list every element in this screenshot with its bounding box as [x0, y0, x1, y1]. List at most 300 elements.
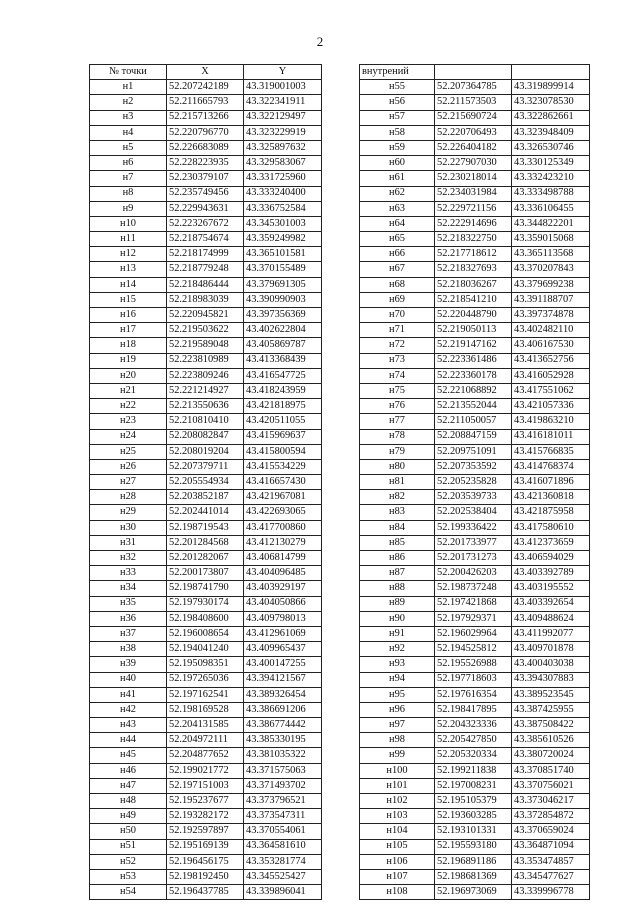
- point-id-cell: н44: [90, 733, 167, 748]
- x-coordinate-cell: 52.192597897: [167, 824, 244, 839]
- table-row: [360, 748, 590, 763]
- y-coordinate-cell: 43.415969637: [244, 429, 322, 444]
- table-row: [360, 566, 590, 581]
- x-coordinate-cell: 52.215690724: [435, 110, 512, 125]
- point-id-cell: н8: [90, 186, 167, 201]
- y-coordinate-cell: 43.389523545: [512, 687, 590, 702]
- y-coordinate-cell: 43.421360818: [512, 490, 590, 505]
- point-id-cell: н77: [360, 414, 435, 429]
- y-coordinate-cell: 43.413652756: [512, 353, 590, 368]
- table-row: [90, 429, 322, 444]
- x-coordinate-cell: 52.200426203: [435, 566, 512, 581]
- x-coordinate-cell: 52.204323336: [435, 718, 512, 733]
- table-row: [360, 140, 590, 155]
- point-id-cell: н43: [90, 718, 167, 733]
- table-row: [90, 839, 322, 854]
- point-id-cell: н12: [90, 247, 167, 262]
- y-coordinate-cell: 43.370851740: [512, 763, 590, 778]
- table-row: [90, 125, 322, 140]
- y-coordinate-cell: 43.404096485: [244, 566, 322, 581]
- header-empty-y: [512, 65, 590, 80]
- table-row: [90, 642, 322, 657]
- y-coordinate-cell: 43.417551062: [512, 383, 590, 398]
- point-id-cell: н18: [90, 338, 167, 353]
- point-id-cell: н74: [360, 368, 435, 383]
- point-id-cell: н75: [360, 383, 435, 398]
- y-coordinate-cell: 43.412130279: [244, 535, 322, 550]
- x-coordinate-cell: 52.203539733: [435, 490, 512, 505]
- table-row: [90, 581, 322, 596]
- table-row: [360, 308, 590, 323]
- x-coordinate-cell: 52.198169528: [167, 702, 244, 717]
- point-id-cell: н81: [360, 475, 435, 490]
- point-id-cell: н107: [360, 869, 435, 884]
- point-id-cell: н35: [90, 596, 167, 611]
- y-coordinate-cell: 43.422693065: [244, 505, 322, 520]
- table-row: [90, 459, 322, 474]
- y-coordinate-cell: 43.372854872: [512, 809, 590, 824]
- table-row: [90, 611, 322, 626]
- y-coordinate-cell: 43.371575063: [244, 763, 322, 778]
- y-coordinate-cell: 43.339996778: [512, 885, 590, 900]
- table-row: [90, 140, 322, 155]
- y-coordinate-cell: 43.412961069: [244, 626, 322, 641]
- table-row: [90, 156, 322, 171]
- x-coordinate-cell: 52.218486444: [167, 277, 244, 292]
- point-id-cell: н94: [360, 672, 435, 687]
- x-coordinate-cell: 52.219050113: [435, 323, 512, 338]
- x-coordinate-cell: 52.197265036: [167, 672, 244, 687]
- table-row: [90, 201, 322, 216]
- x-coordinate-cell: 52.195169139: [167, 839, 244, 854]
- point-id-cell: н87: [360, 566, 435, 581]
- x-coordinate-cell: 52.210810410: [167, 414, 244, 429]
- y-coordinate-cell: 43.411992077: [512, 626, 590, 641]
- point-id-cell: н30: [90, 520, 167, 535]
- x-coordinate-cell: 52.219503622: [167, 323, 244, 338]
- x-coordinate-cell: 52.193282172: [167, 809, 244, 824]
- table-row: [360, 824, 590, 839]
- x-coordinate-cell: 52.198681369: [435, 869, 512, 884]
- x-coordinate-cell: 52.195098351: [167, 657, 244, 672]
- table-row: [90, 748, 322, 763]
- x-coordinate-cell: 52.199211838: [435, 763, 512, 778]
- y-coordinate-cell: 43.386691206: [244, 702, 322, 717]
- x-coordinate-cell: 52.195105379: [435, 794, 512, 809]
- y-coordinate-cell: 43.403392654: [512, 596, 590, 611]
- y-coordinate-cell: 43.397356369: [244, 308, 322, 323]
- point-id-cell: н103: [360, 809, 435, 824]
- point-id-cell: н79: [360, 444, 435, 459]
- y-coordinate-cell: 43.402622804: [244, 323, 322, 338]
- x-coordinate-cell: 52.195526988: [435, 657, 512, 672]
- y-coordinate-cell: 43.329583067: [244, 156, 322, 171]
- table-row: [360, 475, 590, 490]
- x-coordinate-cell: 52.223267672: [167, 216, 244, 231]
- y-coordinate-cell: 43.379691305: [244, 277, 322, 292]
- x-coordinate-cell: 52.193603285: [435, 809, 512, 824]
- x-coordinate-cell: 52.223809246: [167, 368, 244, 383]
- y-coordinate-cell: 43.385330195: [244, 733, 322, 748]
- table-row: [360, 429, 590, 444]
- y-coordinate-cell: 43.373796521: [244, 794, 322, 809]
- table-row: [90, 778, 322, 793]
- y-coordinate-cell: 43.353474857: [512, 854, 590, 869]
- y-coordinate-cell: 43.421057336: [512, 399, 590, 414]
- y-coordinate-cell: 43.394121567: [244, 672, 322, 687]
- x-coordinate-cell: 52.207364785: [435, 80, 512, 95]
- point-id-cell: н7: [90, 171, 167, 186]
- table-row: [360, 186, 590, 201]
- x-coordinate-cell: 52.196029964: [435, 626, 512, 641]
- table-row: [360, 414, 590, 429]
- y-coordinate-cell: 43.373547311: [244, 809, 322, 824]
- point-id-cell: н95: [360, 687, 435, 702]
- header-empty-x: [435, 65, 512, 80]
- point-id-cell: н105: [360, 839, 435, 854]
- x-coordinate-cell: 52.208847159: [435, 429, 512, 444]
- table-row: [90, 383, 322, 398]
- y-coordinate-cell: 43.403392789: [512, 566, 590, 581]
- y-coordinate-cell: 43.405869787: [244, 338, 322, 353]
- y-coordinate-cell: 43.416052928: [512, 368, 590, 383]
- table-row: [360, 733, 590, 748]
- table-row: [360, 383, 590, 398]
- table-row: [360, 854, 590, 869]
- point-id-cell: н62: [360, 186, 435, 201]
- table-row: [90, 353, 322, 368]
- table-row: [360, 672, 590, 687]
- point-id-cell: н34: [90, 581, 167, 596]
- table-row: [360, 338, 590, 353]
- point-id-cell: н2: [90, 95, 167, 110]
- point-id-cell: н67: [360, 262, 435, 277]
- y-coordinate-cell: 43.413368439: [244, 353, 322, 368]
- x-coordinate-cell: 52.208019204: [167, 444, 244, 459]
- point-id-cell: н76: [360, 399, 435, 414]
- x-coordinate-cell: 52.211050057: [435, 414, 512, 429]
- x-coordinate-cell: 52.201282067: [167, 551, 244, 566]
- x-coordinate-cell: 52.218322750: [435, 232, 512, 247]
- point-id-cell: н37: [90, 626, 167, 641]
- point-id-cell: н59: [360, 140, 435, 155]
- x-coordinate-cell: 52.193101331: [435, 824, 512, 839]
- point-id-cell: н32: [90, 551, 167, 566]
- table-row: [90, 596, 322, 611]
- x-coordinate-cell: 52.205554934: [167, 475, 244, 490]
- table-row: [360, 125, 590, 140]
- table-row: [360, 216, 590, 231]
- x-coordinate-cell: 52.230379107: [167, 171, 244, 186]
- table-row: [90, 323, 322, 338]
- table-row: [90, 110, 322, 125]
- table-row: [90, 475, 322, 490]
- point-id-cell: н100: [360, 763, 435, 778]
- point-id-cell: н83: [360, 505, 435, 520]
- table-row: [90, 262, 322, 277]
- point-id-cell: н16: [90, 308, 167, 323]
- table-row: [360, 794, 590, 809]
- point-id-cell: н92: [360, 642, 435, 657]
- table-row: [90, 566, 322, 581]
- y-coordinate-cell: 43.322862661: [512, 110, 590, 125]
- y-coordinate-cell: 43.319001003: [244, 80, 322, 95]
- x-coordinate-cell: 52.204972111: [167, 733, 244, 748]
- y-coordinate-cell: 43.330125349: [512, 156, 590, 171]
- point-id-cell: н63: [360, 201, 435, 216]
- x-coordinate-cell: 52.197930174: [167, 596, 244, 611]
- x-coordinate-cell: 52.219589048: [167, 338, 244, 353]
- table-row: [360, 399, 590, 414]
- y-coordinate-cell: 43.403929197: [244, 581, 322, 596]
- point-id-cell: н108: [360, 885, 435, 900]
- point-id-cell: н64: [360, 216, 435, 231]
- table-row: [90, 399, 322, 414]
- y-coordinate-cell: 43.389326454: [244, 687, 322, 702]
- point-id-cell: н24: [90, 429, 167, 444]
- y-coordinate-cell: 43.339896041: [244, 885, 322, 900]
- table-row: [360, 839, 590, 854]
- x-coordinate-cell: 52.222914696: [435, 216, 512, 231]
- y-coordinate-cell: 43.322129497: [244, 110, 322, 125]
- point-id-cell: н14: [90, 277, 167, 292]
- point-id-cell: н78: [360, 429, 435, 444]
- x-coordinate-cell: 52.198192450: [167, 869, 244, 884]
- table-row: [360, 171, 590, 186]
- y-coordinate-cell: 43.345477627: [512, 869, 590, 884]
- y-coordinate-cell: 43.406814799: [244, 551, 322, 566]
- point-id-cell: н49: [90, 809, 167, 824]
- table-row: [360, 642, 590, 657]
- y-coordinate-cell: 43.344822201: [512, 216, 590, 231]
- x-coordinate-cell: 52.194041240: [167, 642, 244, 657]
- table-row: [90, 672, 322, 687]
- x-coordinate-cell: 52.196008654: [167, 626, 244, 641]
- header-y: Y: [244, 65, 322, 80]
- table-row: [90, 292, 322, 307]
- point-id-cell: н61: [360, 171, 435, 186]
- table-row: [90, 718, 322, 733]
- point-id-cell: н17: [90, 323, 167, 338]
- x-coordinate-cell: 52.226404182: [435, 140, 512, 155]
- point-id-cell: н36: [90, 611, 167, 626]
- point-id-cell: н82: [360, 490, 435, 505]
- table-row: [90, 80, 322, 95]
- x-coordinate-cell: 52.218779248: [167, 262, 244, 277]
- y-coordinate-cell: 43.370155489: [244, 262, 322, 277]
- point-id-cell: н93: [360, 657, 435, 672]
- x-coordinate-cell: 52.196891186: [435, 854, 512, 869]
- x-coordinate-cell: 52.221214927: [167, 383, 244, 398]
- y-coordinate-cell: 43.406167530: [512, 338, 590, 353]
- point-id-cell: н29: [90, 505, 167, 520]
- y-coordinate-cell: 43.402482110: [512, 323, 590, 338]
- point-id-cell: н39: [90, 657, 167, 672]
- x-coordinate-cell: 52.197151003: [167, 778, 244, 793]
- right-table-body: [360, 80, 590, 900]
- point-id-cell: н6: [90, 156, 167, 171]
- x-coordinate-cell: 52.223361486: [435, 353, 512, 368]
- x-coordinate-cell: 52.211665793: [167, 95, 244, 110]
- point-id-cell: н19: [90, 353, 167, 368]
- x-coordinate-cell: 52.219147162: [435, 338, 512, 353]
- x-coordinate-cell: 52.196456175: [167, 854, 244, 869]
- y-coordinate-cell: 43.387508422: [512, 718, 590, 733]
- y-coordinate-cell: 43.421818975: [244, 399, 322, 414]
- y-coordinate-cell: 43.400147255: [244, 657, 322, 672]
- point-id-cell: н46: [90, 763, 167, 778]
- x-coordinate-cell: 52.215713266: [167, 110, 244, 125]
- y-coordinate-cell: 43.414768374: [512, 459, 590, 474]
- x-coordinate-cell: 52.220796770: [167, 125, 244, 140]
- y-coordinate-cell: 43.370756021: [512, 778, 590, 793]
- table-row: [90, 444, 322, 459]
- y-coordinate-cell: 43.415800594: [244, 444, 322, 459]
- x-coordinate-cell: 52.201284568: [167, 535, 244, 550]
- x-coordinate-cell: 52.200173807: [167, 566, 244, 581]
- x-coordinate-cell: 52.223810989: [167, 353, 244, 368]
- point-id-cell: н48: [90, 794, 167, 809]
- x-coordinate-cell: 52.198741790: [167, 581, 244, 596]
- y-coordinate-cell: 43.345525427: [244, 869, 322, 884]
- point-id-cell: н47: [90, 778, 167, 793]
- y-coordinate-cell: 43.394307883: [512, 672, 590, 687]
- table-row: [360, 459, 590, 474]
- y-coordinate-cell: 43.409798013: [244, 611, 322, 626]
- point-id-cell: н106: [360, 854, 435, 869]
- point-id-cell: н96: [360, 702, 435, 717]
- table-row: [360, 809, 590, 824]
- point-id-cell: н9: [90, 201, 167, 216]
- y-coordinate-cell: 43.365113568: [512, 247, 590, 262]
- y-coordinate-cell: 43.421875958: [512, 505, 590, 520]
- x-coordinate-cell: 52.220448790: [435, 308, 512, 323]
- x-coordinate-cell: 52.223360178: [435, 368, 512, 383]
- point-id-cell: н40: [90, 672, 167, 687]
- y-coordinate-cell: 43.420511055: [244, 414, 322, 429]
- x-coordinate-cell: 52.198408600: [167, 611, 244, 626]
- x-coordinate-cell: 52.201731273: [435, 551, 512, 566]
- y-coordinate-cell: 43.386774442: [244, 718, 322, 733]
- y-coordinate-cell: 43.412373659: [512, 535, 590, 550]
- y-coordinate-cell: 43.370659024: [512, 824, 590, 839]
- table-row: [360, 505, 590, 520]
- left-coordinates-table: [89, 64, 322, 900]
- x-coordinate-cell: 52.198417895: [435, 702, 512, 717]
- y-coordinate-cell: 43.417580610: [512, 520, 590, 535]
- x-coordinate-cell: 52.213550636: [167, 399, 244, 414]
- x-coordinate-cell: 52.221068892: [435, 383, 512, 398]
- x-coordinate-cell: 52.213552044: [435, 399, 512, 414]
- point-id-cell: н73: [360, 353, 435, 368]
- x-coordinate-cell: 52.205320334: [435, 748, 512, 763]
- y-coordinate-cell: 43.391188707: [512, 292, 590, 307]
- point-id-cell: н80: [360, 459, 435, 474]
- x-coordinate-cell: 52.209751091: [435, 444, 512, 459]
- table-row: [360, 581, 590, 596]
- table-row: [360, 778, 590, 793]
- table-row: [360, 535, 590, 550]
- point-id-cell: н27: [90, 475, 167, 490]
- y-coordinate-cell: 43.380720024: [512, 748, 590, 763]
- table-row: [360, 551, 590, 566]
- y-coordinate-cell: 43.326530746: [512, 140, 590, 155]
- point-id-cell: н69: [360, 292, 435, 307]
- x-coordinate-cell: 52.194525812: [435, 642, 512, 657]
- point-id-cell: н60: [360, 156, 435, 171]
- point-id-cell: н10: [90, 216, 167, 231]
- y-coordinate-cell: 43.417700860: [244, 520, 322, 535]
- table-row: [90, 763, 322, 778]
- x-coordinate-cell: 52.203852187: [167, 490, 244, 505]
- y-coordinate-cell: 43.387425955: [512, 702, 590, 717]
- table-row: [90, 794, 322, 809]
- point-id-cell: н99: [360, 748, 435, 763]
- x-coordinate-cell: 52.207379711: [167, 459, 244, 474]
- y-coordinate-cell: 43.373046217: [512, 794, 590, 809]
- y-coordinate-cell: 43.370554061: [244, 824, 322, 839]
- y-coordinate-cell: 43.323078530: [512, 95, 590, 110]
- x-coordinate-cell: 52.226683089: [167, 140, 244, 155]
- table-header-row: [360, 65, 590, 80]
- table-row: [90, 490, 322, 505]
- y-coordinate-cell: 43.416657430: [244, 475, 322, 490]
- y-coordinate-cell: 43.397374878: [512, 308, 590, 323]
- table-row: [90, 338, 322, 353]
- x-coordinate-cell: 52.230218014: [435, 171, 512, 186]
- table-row: [90, 809, 322, 824]
- x-coordinate-cell: 52.197718603: [435, 672, 512, 687]
- y-coordinate-cell: 43.345301003: [244, 216, 322, 231]
- point-id-cell: н68: [360, 277, 435, 292]
- x-coordinate-cell: 52.198719543: [167, 520, 244, 535]
- x-coordinate-cell: 52.197421868: [435, 596, 512, 611]
- x-coordinate-cell: 52.207242189: [167, 80, 244, 95]
- y-coordinate-cell: 43.404050866: [244, 596, 322, 611]
- x-coordinate-cell: 52.218327693: [435, 262, 512, 277]
- point-id-cell: н85: [360, 535, 435, 550]
- table-row: [360, 80, 590, 95]
- table-row: [360, 368, 590, 383]
- point-id-cell: н54: [90, 885, 167, 900]
- table-row: [90, 95, 322, 110]
- table-row: [90, 186, 322, 201]
- table-row: [360, 323, 590, 338]
- x-coordinate-cell: 52.211573503: [435, 95, 512, 110]
- y-coordinate-cell: 43.364581610: [244, 839, 322, 854]
- table-row: [90, 551, 322, 566]
- table-row: [90, 657, 322, 672]
- point-id-cell: н28: [90, 490, 167, 505]
- table-row: [90, 216, 322, 231]
- y-coordinate-cell: 43.370207843: [512, 262, 590, 277]
- x-coordinate-cell: 52.197616354: [435, 687, 512, 702]
- x-coordinate-cell: 52.205427850: [435, 733, 512, 748]
- x-coordinate-cell: 52.201733977: [435, 535, 512, 550]
- table-row: [90, 626, 322, 641]
- table-row: [90, 885, 322, 900]
- x-coordinate-cell: 52.220706493: [435, 125, 512, 140]
- table-row: [90, 869, 322, 884]
- point-id-cell: н72: [360, 338, 435, 353]
- point-id-cell: н1: [90, 80, 167, 95]
- point-id-cell: н90: [360, 611, 435, 626]
- table-row: [360, 869, 590, 884]
- x-coordinate-cell: 52.196973069: [435, 885, 512, 900]
- y-coordinate-cell: 43.365101581: [244, 247, 322, 262]
- point-id-cell: н5: [90, 140, 167, 155]
- x-coordinate-cell: 52.218174999: [167, 247, 244, 262]
